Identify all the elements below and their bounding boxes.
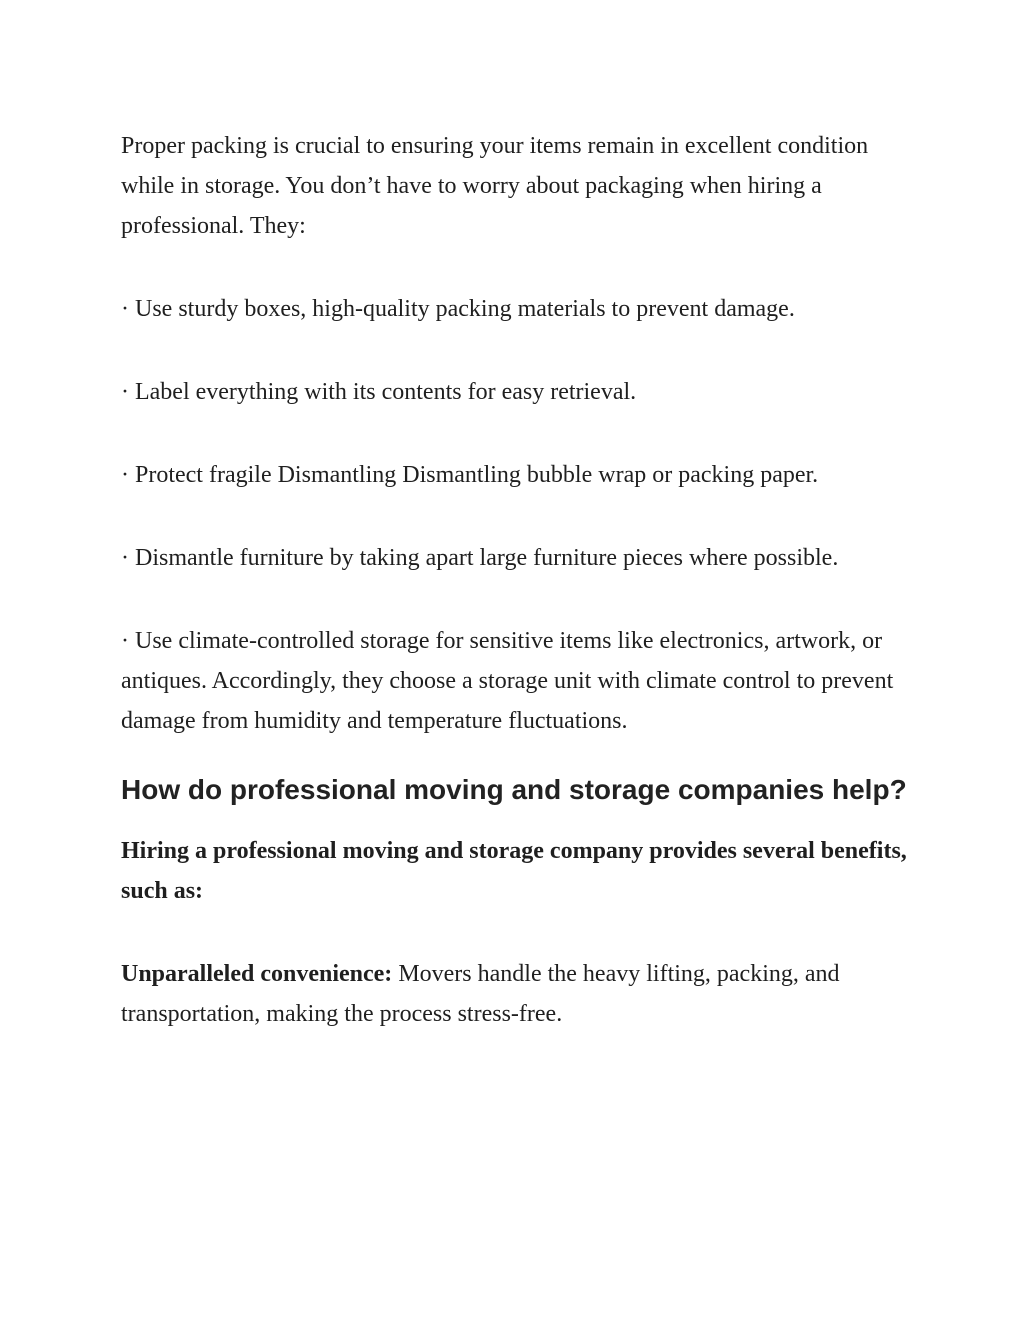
benefit-text: Movers handle the heavy lifting, packing, and transportation, making the process stress-free. [121, 961, 840, 1027]
section-lead: Hiring a professional moving and storage company provides several benefits, such as: [121, 838, 907, 904]
bullet-dismantle-furniture: · Dismantle furniture by taking apart large furniture pieces where possible. [121, 545, 839, 571]
document-page [121, 126, 911, 1077]
section-heading: How do professional moving and storage companies help? [121, 774, 907, 805]
bullet-climate-control: · Use climate-controlled storage for sensitive items like electronics, artwork, or antiques. Accordingly, they choose a storage unit with climate control to prevent damage from humidity and temperature fluctuations. [121, 628, 894, 734]
benefit-label: Unparalleled convenience: [121, 961, 393, 987]
benefit-convenience [121, 954, 911, 1034]
intro-paragraph: Proper packing is crucial to ensuring your items remain in excellent condition while in storage. You don’t have to worry about packaging when hiring a professional. They: [121, 133, 869, 239]
bullet-label-everything: · Label everything with its contents for easy retrieval. [121, 379, 637, 405]
bullet-protect-fragile: · Protect fragile Dismantling Dismantling bubble wrap or packing paper. [121, 462, 819, 488]
bullet-sturdy-boxes: · Use sturdy boxes, high-quality packing materials to prevent damage. [121, 296, 795, 322]
